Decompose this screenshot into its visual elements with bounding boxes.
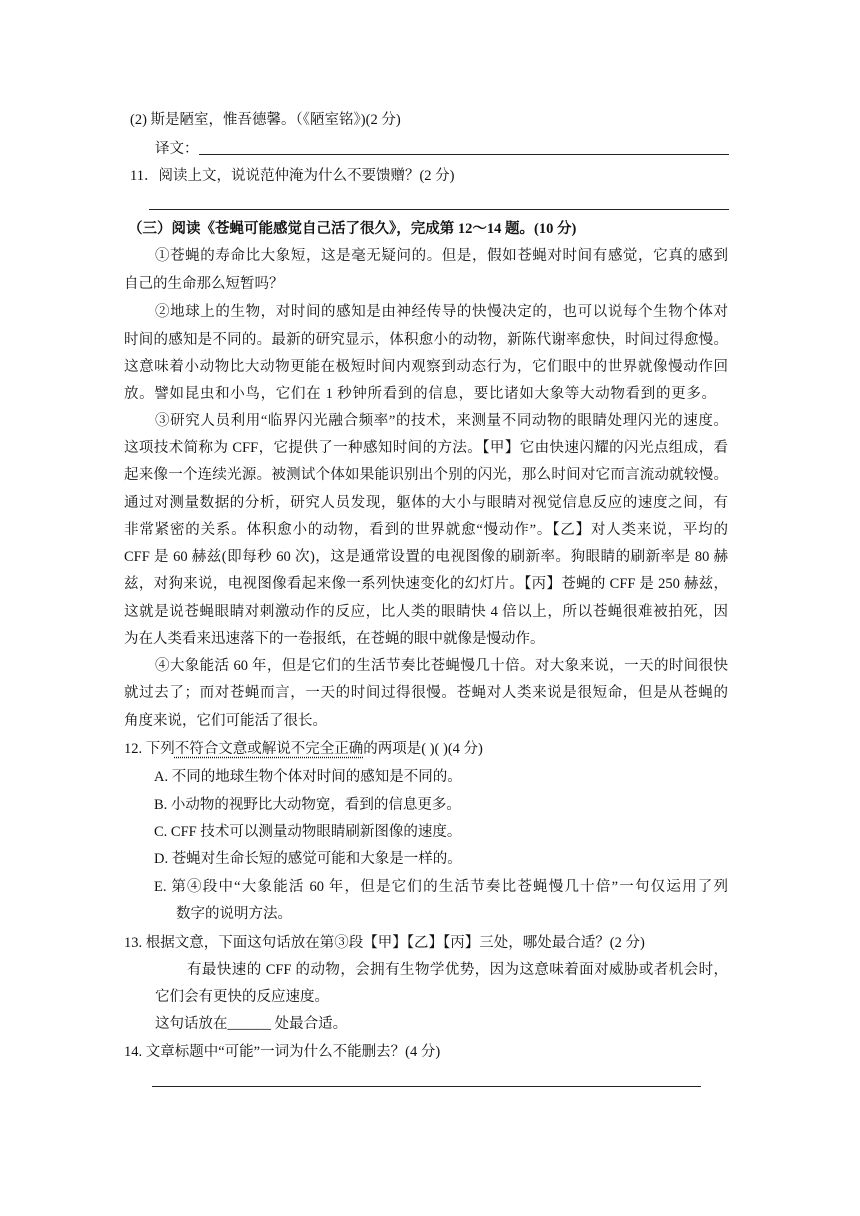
- passage-p4-line-3: 角度来说，它们可能活了很长。: [124, 713, 327, 729]
- passage-p3-line-9: 为在人类看来迅速落下的一卷报纸，在苍蝇的眼中就像是慢动作。: [124, 631, 545, 647]
- q13-quote-line-2: 它们会有更快的反应速度。: [155, 989, 329, 1005]
- passage-p3-line-6: CFF 是 60 赫兹(即每秒 60 次)，这是通常设置的电视图像的刷新率。狗眼睛的刷新率是 80 赫: [124, 549, 728, 565]
- q12-option-e: E. 第④段中“大象能活 60 年，但是它们的生活节奏比苍蝇慢几十倍”一句仅运用了列: [154, 879, 728, 895]
- q13-stem: 13. 根据文意，下面这句话放在第③段【甲】【乙】【丙】三处，哪处最合适？(2 分): [124, 935, 645, 951]
- section-3-heading: （三）阅读《苍蝇可能感觉自己活了很久》，完成第 12～14 题。(10 分): [128, 221, 577, 237]
- q12-stem-suffix: 的两项是( )( )(4 分): [363, 741, 483, 757]
- passage-p3-line-3: 起来像一个连续光源。被测试个体如果能识别出个别的闪光，那么时间对它而言流动就较慢。: [124, 467, 728, 483]
- passage-p3-line-7: 兹，对狗来说，电视图像看起来像一系列快速变化的幻灯片。【丙】苍蝇的 CFF 是 250 赫兹，: [124, 576, 728, 592]
- q12-stem: [124, 739, 483, 759]
- q12-option-d: D. 苍蝇对生命长短的感觉可能和大象是一样的。: [154, 851, 462, 867]
- translation-label: 译文：: [155, 141, 199, 157]
- q13-answer-prompt: 这句话放在______ 处最合适。: [155, 1016, 348, 1032]
- q12-option-a: A. 不同的地球生物个体对时间的感知是不同的。: [154, 769, 462, 785]
- passage-p4-line-1: ④大象能活 60 年，但是它们的生活节奏比苍蝇慢几十倍。对大象来说，一天的时间很快: [155, 658, 728, 674]
- translation-answer-line[interactable]: [199, 154, 729, 155]
- passage-p1-line-2: 自己的生命那么短暂吗？: [124, 276, 284, 292]
- passage-p3-line-8: 这就是说苍蝇眼睛对刺激动作的反应，比人类的眼睛快 4 倍以上，所以苍蝇很难被拍死，因: [124, 604, 728, 620]
- q12-option-e-continued: 数字的说明方法。: [176, 906, 292, 922]
- passage-p2-line-2: 时间的感知是不同的。最新的研究显示，体积愈小的动物，新陈代谢率愈快，时间过得愈慢。: [124, 332, 728, 348]
- q11-answer-line[interactable]: [149, 209, 729, 210]
- passage-p2-line-1: ②地球上的生物，对时间的感知是由神经传导的快慢决定的，也可以说每个生物个体对: [155, 304, 728, 320]
- q12-option-b: B. 小动物的视野比大动物宽，看到的信息更多。: [154, 797, 461, 813]
- passage-p3-line-5: 非常紧密的关系。体积愈小的动物，看到的世界就愈“慢动作”。【乙】对人类来说，平均的: [124, 522, 728, 538]
- q11-line: 11．阅读上文，说说范仲淹为什么不要馈赠？(2 分): [130, 168, 455, 184]
- passage-p3-line-2: 这项技术简称为 CFF，它提供了一种感知时间的方法。【甲】它由快速闪耀的闪光点组成，看: [124, 440, 728, 456]
- q14-stem: 14. 文章标题中“可能”一词为什么不能删去？(4 分): [124, 1044, 441, 1060]
- q12-stem-emphasis: 不符合文意或解说不完全正确: [174, 741, 364, 757]
- passage-p2-line-4: 放。譬如昆虫和小鸟，它们在 1 秒钟所看到的信息，要比诸如大象等大动物看到的更多。: [124, 386, 716, 402]
- q12-option-c: C. CFF 技术可以测量动物眼睛刷新图像的速度。: [154, 824, 462, 840]
- passage-p1-line-1: ①苍蝇的寿命比大象短，这是毫无疑问的。但是，假如苍蝇对时间有感觉，它真的感到: [155, 248, 728, 264]
- q10-2-line: (2) 斯是陋室，惟吾德馨。（《陋室铭》)(2 分): [130, 112, 401, 128]
- passage-p2-line-3: 这意味着小动物比大动物更能在极短时间内观察到动态行为，它们眼中的世界就像慢动作回: [124, 359, 728, 375]
- q13-quote-line-1: 有最快速的 CFF 的动物，会拥有生物学优势，因为这意味着面对威胁或者机会时，: [187, 962, 728, 978]
- q14-answer-line[interactable]: [152, 1086, 701, 1087]
- passage-p3-line-4: 通过对测量数据的分析，研究人员发现，躯体的大小与眼睛对视觉信息反应的速度之间，有: [124, 495, 728, 511]
- q12-stem-prefix: 12. 下列: [124, 741, 175, 757]
- passage-p3-line-1: ③研究人员利用“临界闪光融合频率”的技术，来测量不同动物的眼睛处理闪光的速度。: [155, 413, 728, 429]
- passage-p4-line-2: 就过去了；而对苍蝇而言，一天的时间过得很慢。苍蝇对人类来说是很短命，但是从苍蝇的: [124, 685, 728, 701]
